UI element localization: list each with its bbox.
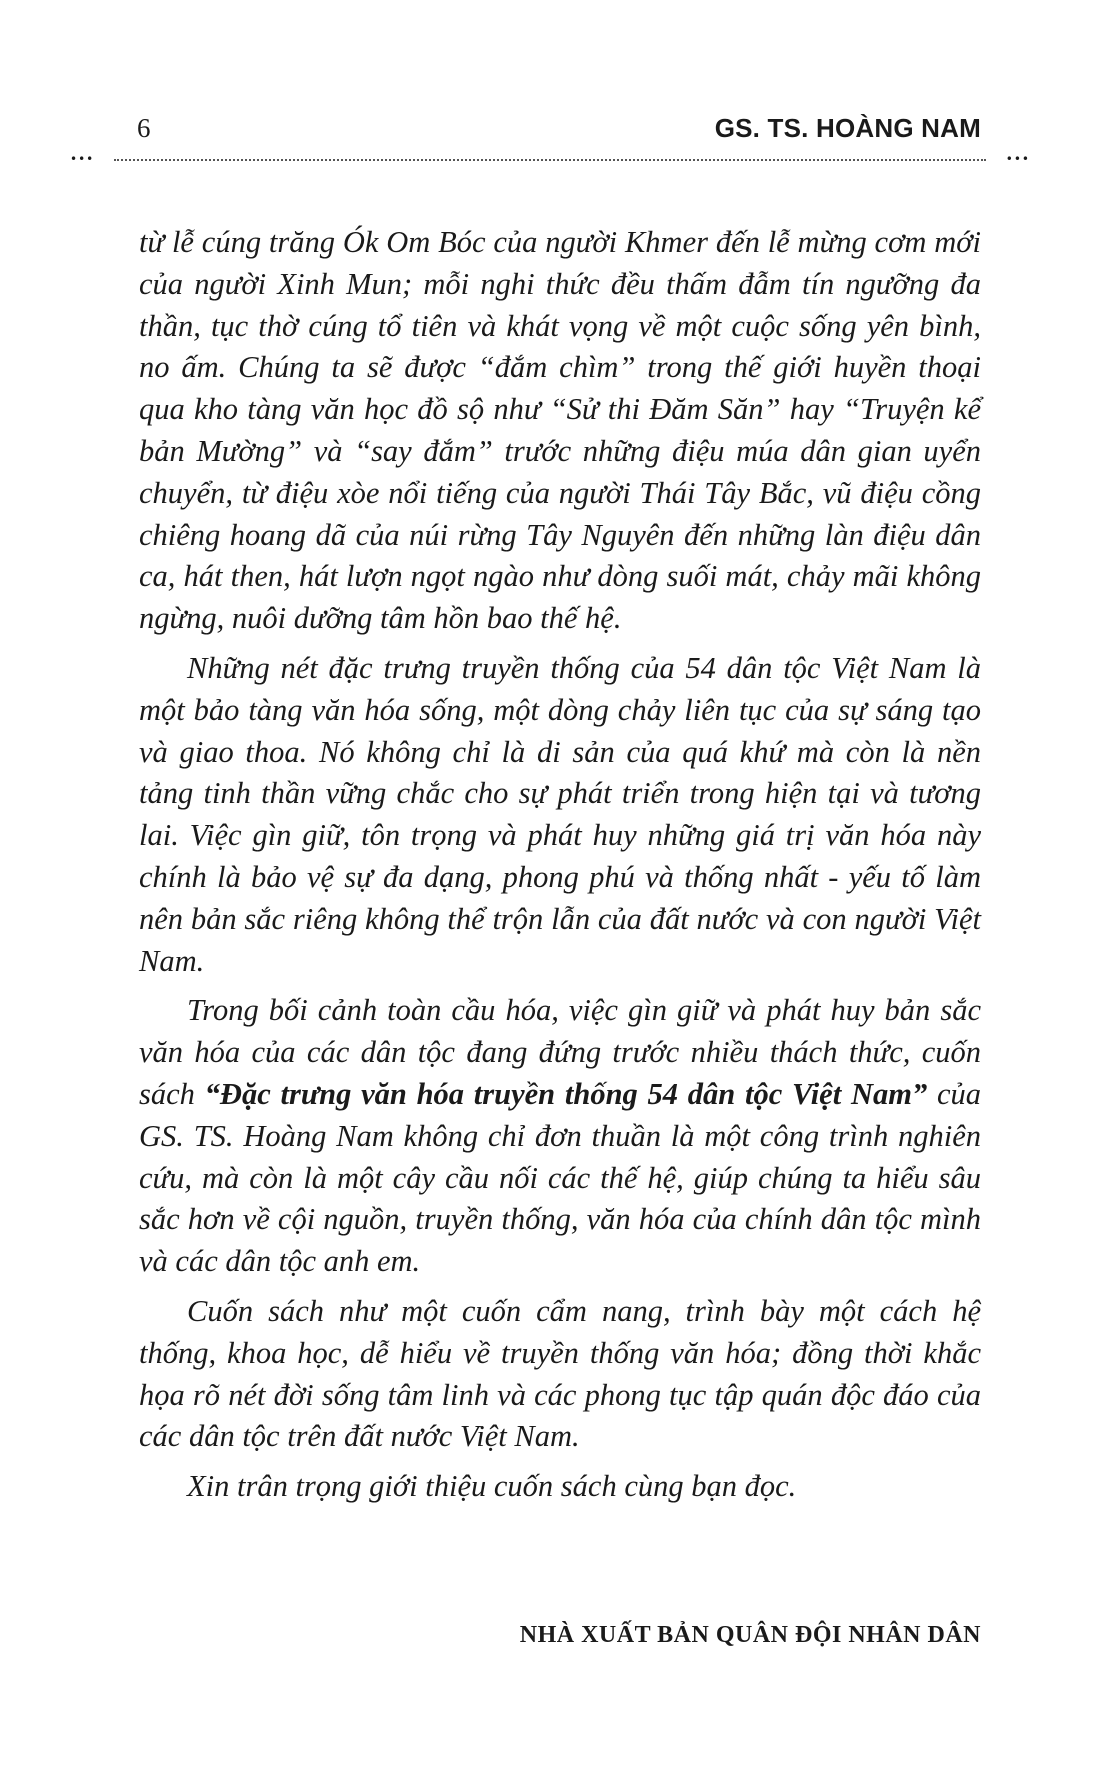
publisher-signature: NHÀ XUẤT BẢN QUÂN ĐỘI NHÂN DÂN <box>519 1622 981 1648</box>
paragraph-3-rest: của GS. TS. Hoàng Nam không chỉ đơn thuần là một công trình nghiên cứu, mà còn là một cây cầu nối các thế hệ, giúp chúng ta hiểu sâu sắc hơn về cội nguồn, truyền thống, văn hóa của chính dân tộc mình và các dân tộc anh em. <box>139 1076 981 1279</box>
paragraph-3-intro: Trong bối cảnh toàn cầu hóa, việc gìn giữ và phát huy bản sắc văn hóa của các dân tộc đang đứng trước nhiều thách thức, cuốn sách <box>139 993 981 1111</box>
paragraph-5: Xin trân trọng giới thiệu cuốn sách cùng bạn đọc. <box>187 1469 797 1504</box>
dotted-rule <box>114 159 986 161</box>
paragraph-2: Những nét đặc trưng truyền thống của 54 dân tộc Việt Nam là một bảo tàng văn hóa sống, một dòng chảy liên tục của sự sáng tạo và giao thoa. Nó không chỉ là di sản của quá khứ mà còn là nền tảng tinh thần vững chắc cho sự phát triển trong hiện tại và tương lai. Việc gìn giữ, tôn trọng và phát huy những giá trị văn hóa này chính là bảo vệ sự đa dạng, phong phú và thống nhất - yếu tố làm nên bản sắc riêng không thể trộn lẫn của đất nước và con người Việt Nam. <box>139 650 981 978</box>
page-number: 6 <box>137 113 151 143</box>
page-header <box>0 108 1103 148</box>
book-title: “Đặc trưng văn hóa truyền thống 54 dân tộc Việt Nam” <box>204 1076 928 1111</box>
divider-ornament-left: ••• <box>70 152 95 166</box>
divider-ornament-right: ••• <box>1005 152 1030 166</box>
running-head-author: GS. TS. HOÀNG NAM <box>714 113 981 143</box>
paragraph-3 <box>139 990 981 1283</box>
paragraph-4: Cuốn sách như một cuốn cẩm nang, trình bày một cách hệ thống, khoa học, dễ hiểu về truyền thống văn hóa; đồng thời khắc họa rõ nét đời sống tâm linh và các phong tục tập quán độc đáo của các dân tộc trên đất nước Việt Nam. <box>139 1293 981 1454</box>
body-text <box>139 222 981 1516</box>
paragraph-1: từ lễ cúng trăng Ók Om Bóc của người Khmer đến lễ mừng cơm mới của người Xinh Mun; mỗi nghi thức đều thấm đẫm tín ngưỡng đa thần, tục thờ cúng tổ tiên và khát vọng về một cuộc sống yên bình, no ấm. Chúng ta sẽ được “đắm chìm” trong thế giới huyền thoại qua kho tàng văn học đồ sộ như “Sử thi Đăm Săn” hay “Truyện kể bản Mường” và “say đắm” trước những điệu múa dân gian uyển chuyển, từ điệu xòe nổi tiếng của người Thái Tây Bắc, vũ điệu cồng chiêng hoang dã của núi rừng Tây Nguyên đến những làn điệu dân ca, hát then, hát lượn ngọt ngào như dòng suối mát, chảy mãi không ngừng, nuôi dưỡng tâm hồn bao thế hệ. <box>139 225 981 636</box>
header-divider <box>70 153 1030 165</box>
